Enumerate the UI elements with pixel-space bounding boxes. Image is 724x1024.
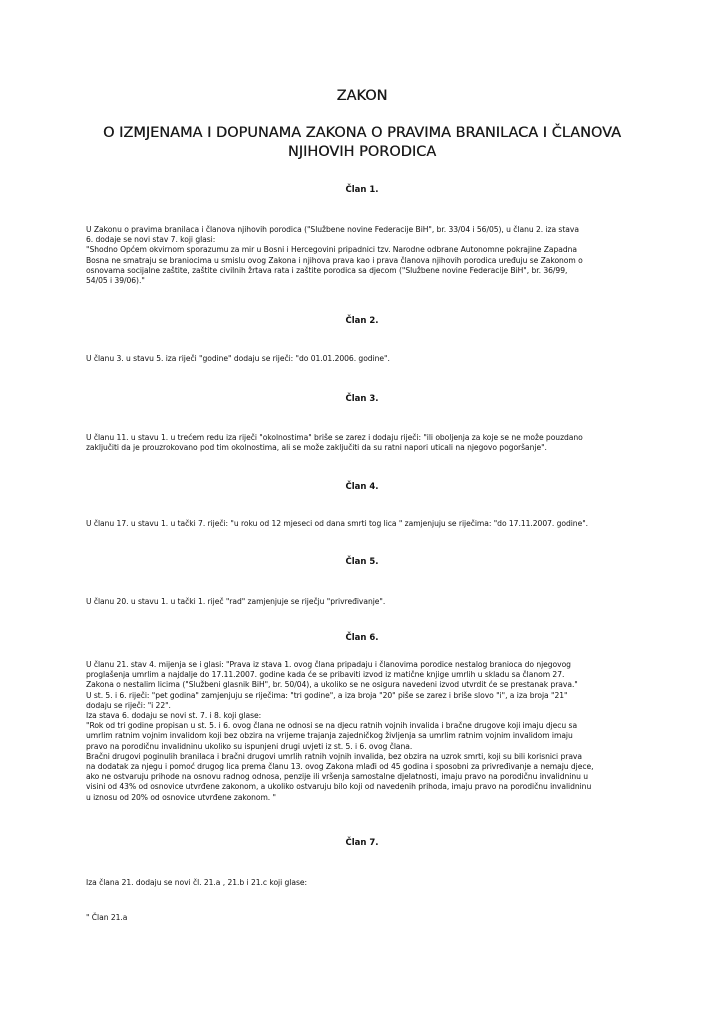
- text-line: Bosna ne smatraju se braniocima u smislu ovog Zakona i njihova prava kao i prava članova njihovih porodica uređuju se Zakonom o: [86, 255, 583, 265]
- article-heading-3: Član 3.: [345, 394, 379, 404]
- text-line: proglašenja umrlim a najdalje do 17.11.2007. godine kada će se pribaviti izvod iz matične knjige umrlih u skladu sa članom 27.: [86, 670, 565, 680]
- text-line: U Zakonu o pravima branilaca i članova njihovih porodica ("Službene novine Federacije BiH", br. 33/04 i 56/05), u članu 2. iza stava: [86, 225, 579, 234]
- text-line: 54/05 i 39/06).": [86, 276, 145, 286]
- text-line: " Član 21.a: [86, 913, 128, 922]
- article-body-5: [86, 597, 646, 607]
- article-body-1: [86, 225, 646, 286]
- text-line: Zakona o nestalim licima ("Službeni glasnik BiH", br. 50/04), a ukoliko se ne osigura navedeni izvod utvrdit će se prestanak prava.": [86, 680, 578, 690]
- law-title: ZAKON: [336, 88, 388, 104]
- text-line: u iznosu od 20% od osnovice utvrđene zakonom. ": [86, 792, 276, 802]
- text-line: zaključiti da je prouzrokovano pod tim okolnostima, ali se može zaključiti da su ratni napori uticali na njegovo pogoršanje".: [86, 443, 547, 453]
- text-line: "Rok od tri godine propisan u st. 5. i 6. ovog člana ne odnosi se na djecu ratnih vojnih invalida i bračne drugove koji imaju djecu sa: [86, 721, 578, 731]
- text-line: ako ne ostvaruju prihode na osnovu radnog odnosa, penzije ili vršenja samostalne djelatnosti, imaju pravo na porodičnu invalidninu u: [86, 772, 588, 782]
- text-line: U st. 5. i 6. riječi: "pet godina" zamjenjuju se riječima: "tri godine", a iza broja "20" piše se zarez i briše slovo "i", a iza broja "21": [86, 690, 568, 700]
- text-line: dodaju se riječi: "i 22".: [86, 700, 171, 710]
- law-subtitle: [0, 124, 724, 162]
- article-heading-4: Član 4.: [345, 482, 379, 492]
- text-line: 6. dodaje se novi stav 7. koji glasi:: [86, 235, 216, 245]
- text-line: U članu 11. u stavu 1. u trećem redu iza riječi "okolnostima" briše se zarez i dodaju riječi: "ili oboljenja za koje se ne može pouzdano: [86, 433, 583, 442]
- text-line: U članu 17. u stavu 1. u tački 7. riječi: "u roku od 12 mjeseci od dana smrti tog lica " zamjenjuju se riječima: "do 17.11.2007. godine".: [86, 519, 588, 528]
- law-subtitle-line-1: O IZMJENAMA I DOPUNAMA ZAKONA O PRAVIMA BRANILACA I ČLANOVA: [103, 125, 621, 141]
- text-line: Iza člana 21. dodaju se novi čl. 21.a , 21.b i 21.c koji glase:: [86, 878, 308, 887]
- text-line: osnovama socijalne zaštite, zaštite civilnih žrtava rata i zaštite porodica sa djecom ("Službene novine Federacije BiH", br. 36/99,: [86, 265, 568, 275]
- trailing-article-start: [86, 913, 646, 923]
- article-body-2: [86, 354, 646, 364]
- text-line: "Shodno Općem okvirnom sporazumu za mir u Bosni i Hercegovini pripadnici tzv. Narodne odbrane Autonomne pokrajine Zapadna: [86, 245, 578, 255]
- article-body-4: [86, 519, 646, 529]
- text-line: umrlim ratnim vojnim invalidom koji bez obzira na vrijeme trajanja zajedničkog življenja sa umrlim ratnim vojnim invalidom imaju: [86, 731, 573, 741]
- text-line: pravo na porodičnu invalidninu ukoliko su ispunjeni drugi uvjeti iz st. 5. i 6. ovog člana.: [86, 741, 413, 751]
- article-heading-6: Član 6.: [345, 633, 379, 643]
- text-line: na dodatak za njegu i pomoć drugog lica prema članu 13. ovog Zakona mlađi od 45 godina i sposobni za privređivanje a nemaju djece,: [86, 762, 594, 772]
- article-heading-2: Član 2.: [345, 316, 379, 326]
- article-heading-7: Član 7.: [345, 838, 379, 848]
- article-body-7: [86, 878, 646, 888]
- article-heading-1: Član 1.: [345, 185, 379, 195]
- text-line: U članu 3. u stavu 5. iza riječi "godine" dodaju se riječi: "do 01.01.2006. godine".: [86, 354, 390, 363]
- text-line: visini od 43% od osnovice utvrđene zakonom, a ukoliko ostvaruju bilo koji od navedenih prihoda, imaju pravo na porodičnu invalidninu: [86, 782, 592, 792]
- text-line: Iza stava 6. dodaju se novi st. 7. i 8. koji glase:: [86, 711, 262, 721]
- article-body-6: [86, 660, 646, 803]
- text-line: U članu 21. stav 4. mijenja se i glasi: "Prava iz stava 1. ovog člana pripadaju i članovima porodice nestalog branioca do njegovog: [86, 660, 571, 669]
- article-heading-5: Član 5.: [345, 557, 379, 567]
- article-body-3: [86, 433, 646, 453]
- text-line: Bračni drugovi poginulih branilaca i bračni drugovi umrlih ratnih vojnih invalida, bez obzira na uzrok smrti, koji su bili korisnici prava: [86, 751, 582, 761]
- text-line: U članu 20. u stavu 1. u tački 1. riječ "rad" zamjenjuje se riječju "privređivanje".: [86, 597, 386, 606]
- law-subtitle-line-2: NJIHOVIH PORODICA: [287, 144, 437, 160]
